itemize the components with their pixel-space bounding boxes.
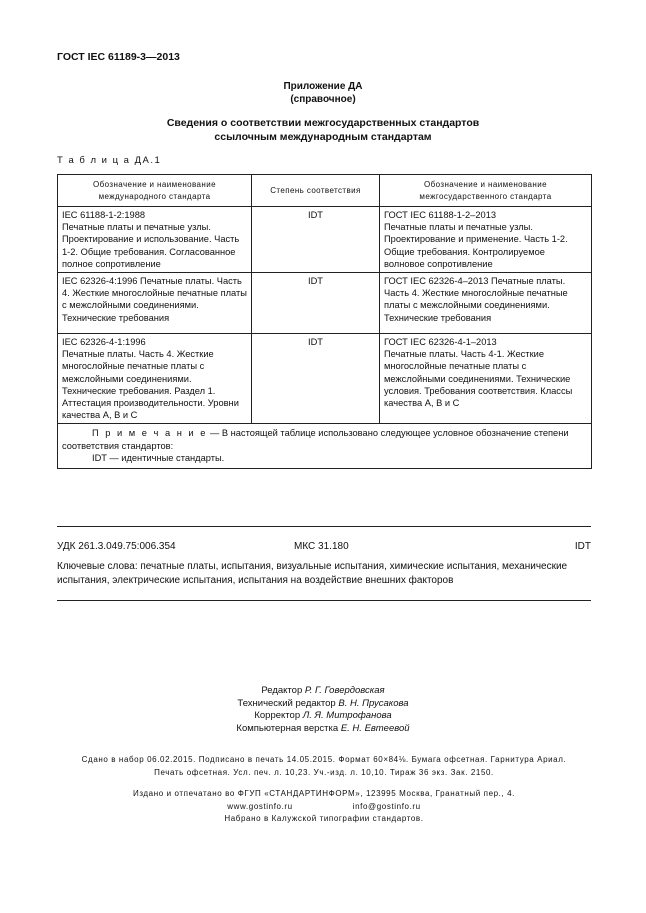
divider-bottom [57,600,591,601]
cell-degree: IDT [252,273,380,334]
cell-international-standard: IEC 62326-4:1996 Печатные платы. Часть 4. Жесткие многослойные печатные платы с межслойными соединениями. Технические требования [58,273,252,334]
staff-proofreader [0,710,646,723]
staff-role: Редактор [261,685,303,696]
staff-editor [0,685,646,698]
website-link[interactable]: www.gostinfo.ru [227,801,293,811]
table-header-row [58,175,592,207]
divider-top [57,526,591,527]
table-row [58,273,592,334]
staff-name: В. Н. Прусакова [338,697,409,709]
staff-list [0,685,646,735]
correspondence-table [57,174,592,469]
udk-code: УДК 261.3.049.75:006.354 [57,541,176,552]
email-link[interactable]: info@gostinfo.ru [352,801,421,811]
column-header-international: Обозначение и наименование международного стандарта [58,175,252,207]
staff-name: Л. Я. Митрофанова [302,710,392,722]
document-code: ГОСТ IEC 61189-3—2013 [57,51,180,63]
table-row [58,207,592,273]
cell-national-standard: ГОСТ IEC 62326-4-1–2013 Печатные платы. Часть 4-1. Жесткие многослойные печатные платы с межслойными соединениями. Технические условия. Требования соответствия. Классы качества А, В и С [380,334,592,424]
staff-layout [0,723,646,736]
annex-title-block [0,80,646,106]
cell-national-standard: ГОСТ IEC 61188-1-2–2013 Печатные платы и печатные узлы. Проектирование и применение. Часть 1-2. Общие требования. Контролируемое волновое сопротивление [380,207,592,273]
note-label: П р и м е ч а н и е [92,428,208,439]
cell-degree: IDT [252,334,380,424]
cell-international-standard: IEC 62326-4-1:1996 Печатные платы. Часть 4. Жесткие многослойные печатные платы с межслойными соединениями. Технические требования. Раздел 1. Аттестация производительности. Уровни качества А, В и С [58,334,252,424]
table-note [58,424,592,469]
note-idt: IDT — идентичные стандарты. [92,452,225,463]
mks-code: МКС 31.180 [294,541,349,552]
staff-role: Компьютерная верстка [236,722,339,734]
imprint-line2: Печать офсетная. Усл. печ. л. 10,23. Уч.-изд. л. 10,10. Тираж 36 экз. Зак. 2150. [154,767,494,777]
idt-label: IDT [574,541,591,552]
annex-title: Приложение ДА [283,81,363,92]
cell-degree: IDT [252,207,380,273]
keywords: Ключевые слова: печатные платы, испытания, визуальные испытания, химические испытания, механические испытания, электрические испытания, испытания на воздействие внешних факторов [57,561,568,586]
annex-heading-line2: ссылочным международным стандартам [214,131,432,143]
column-header-degree: Степень соответствия [252,175,380,207]
imprint-line1: Сдано в набор 06.02.2015. Подписано в печать 14.05.2015. Формат 60×84⅛. Бумага офсетная. Гарнитура Ариал. [81,755,567,764]
staff-role: Технический редактор [237,697,336,709]
note-text: — В настоящей таблице использовано следующее условное обозначение степени соответствия стандартов: [62,428,569,451]
staff-name: Р. Г. Говердовская [304,685,385,696]
annex-subtitle: (справочное) [290,94,356,105]
staff-role: Корректор [254,710,301,722]
annex-heading [0,116,646,144]
cell-international-standard: IEC 61188-1-2:1988 Печатные платы и печатные узлы. Проектирование и использование. Часть 1-2. Общие требования. Согласованное полное сопротивление [58,207,252,273]
imprint-print [57,754,591,779]
imprint-publisher [57,788,591,826]
imprint-contacts [57,801,591,814]
staff-name: Е. Н. Евтеевой [340,722,410,734]
table-row [58,334,592,424]
annex-heading-line1: Сведения о соответствии межгосударственных стандартов [166,117,480,129]
table-caption: Т а б л и ц а ДА.1 [57,155,162,166]
staff-tech-editor [0,698,646,711]
note-paragraph [62,427,587,451]
imprint-line3: Издано и отпечатано во ФГУП «СТАНДАРТИНФОРМ», 123995 Москва, Гранатный пер., 4. [132,789,516,798]
cell-national-standard: ГОСТ IEC 62326-4–2013 Печатные платы. Часть 4. Жесткие многослойные печатные платы с межслойными соединениями. Технические требования [380,273,592,334]
imprint-line5: Набрано в Калужской типографии стандартов. [224,814,424,823]
column-header-national: Обозначение и наименование межгосударственного стандарта [380,175,592,207]
table-note-row [58,424,592,469]
